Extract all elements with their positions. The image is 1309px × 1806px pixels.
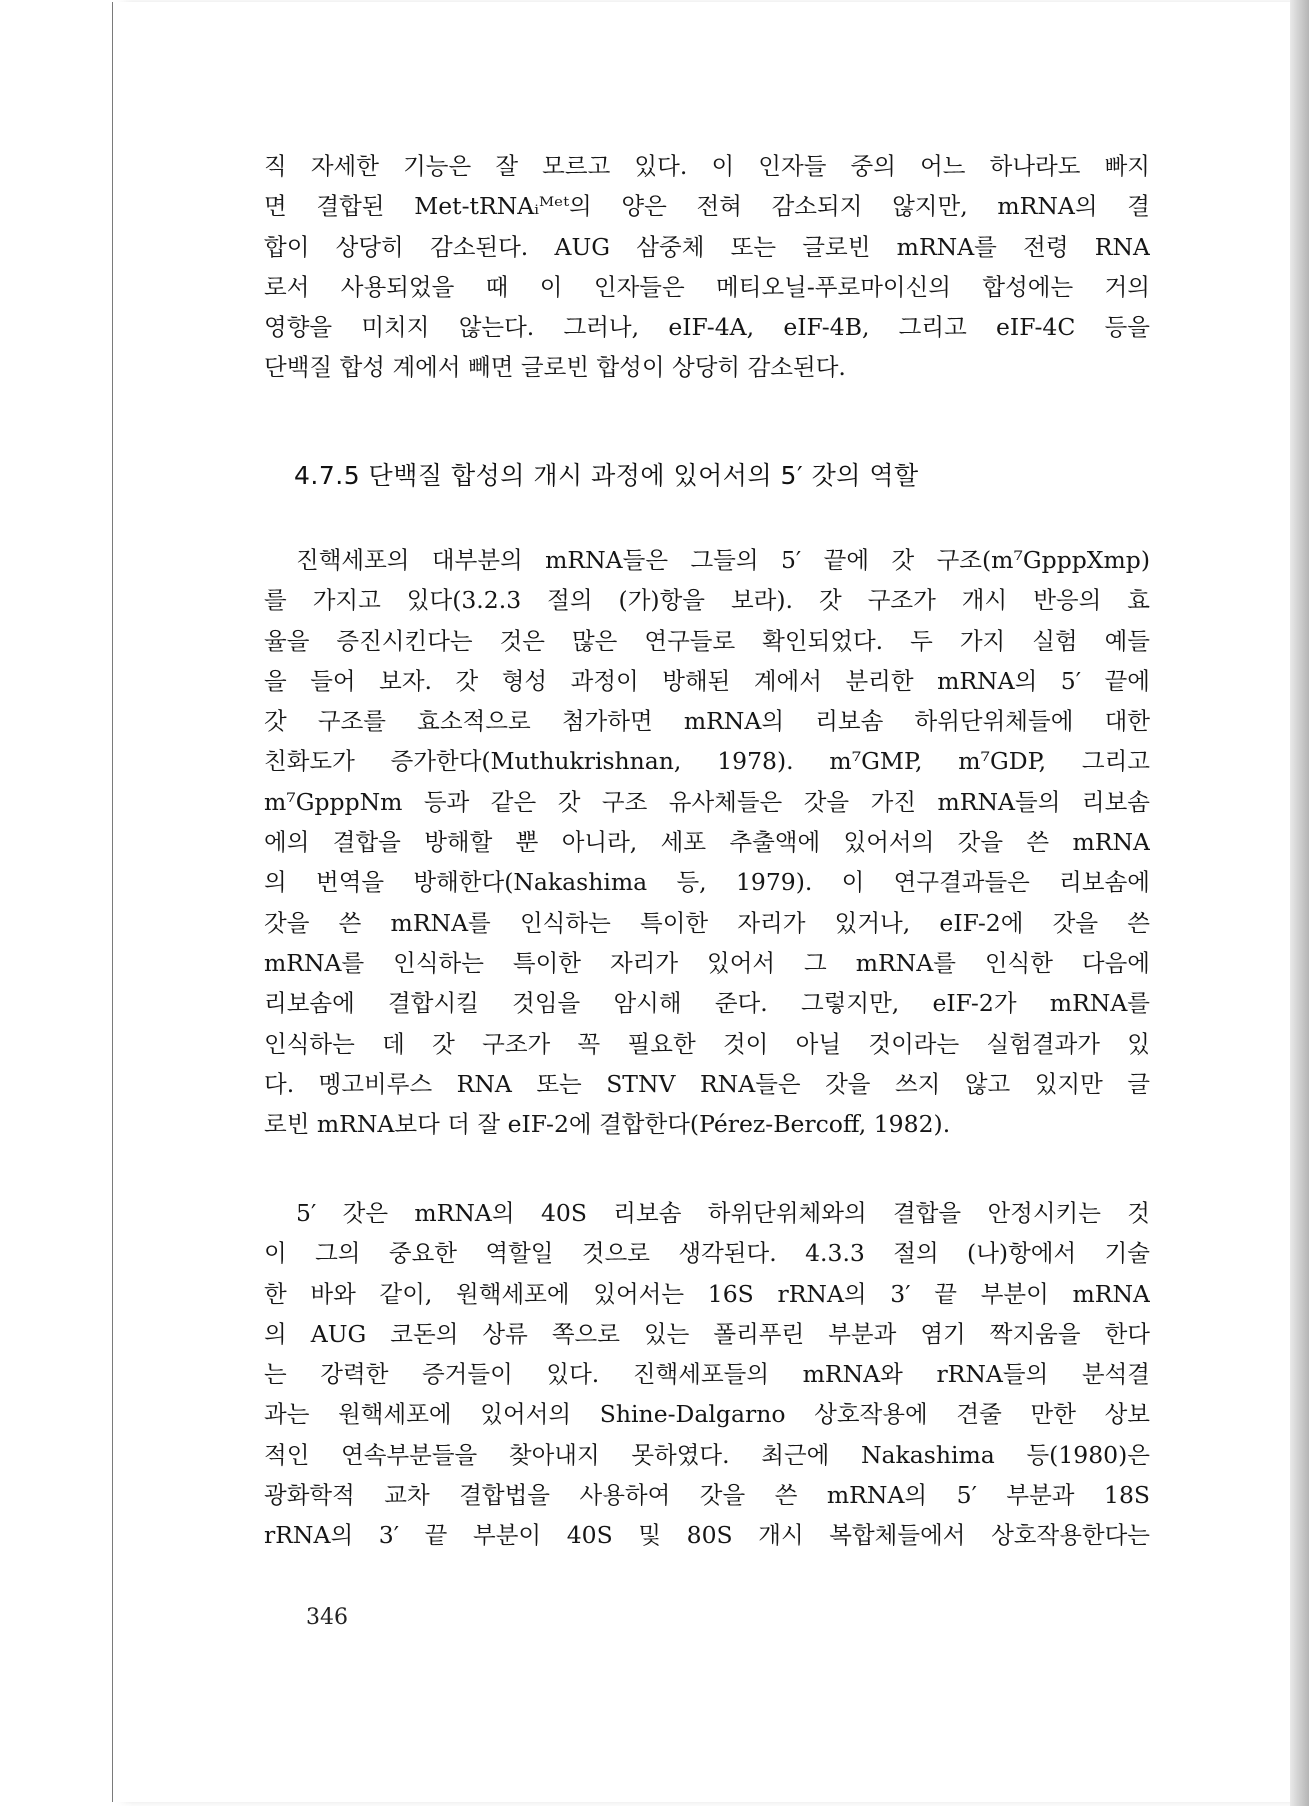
text-line: 단백질 합성 계에서 빼면 글로빈 합성이 상당히 감소된다.	[264, 353, 846, 382]
section-heading: 4.7.5 단백질 합성의 개시 과정에 있어서의 5′ 갓의 역할	[294, 461, 919, 490]
paragraph-2	[264, 540, 1150, 1144]
text-line: 인식하는 데 갓 구조가 꼭 필요한 것이 아닐 것이라는 실험결과가 있	[264, 1029, 1150, 1058]
text-line: 의 AUG 코돈의 상류 쪽으로 있는 폴리푸린 부분과 염기 짝지움을 한다	[264, 1319, 1150, 1348]
text-line: 5′ 갓은 mRNA의 40S 리보솜 하위단위체와의 결합을 안정시키는 것	[296, 1199, 1150, 1227]
text-line: 적인 연속부분들을 찾아내지 못하였다. 최근에 Nakashima 등(1980)은	[264, 1440, 1150, 1469]
text-line: 과는 원핵세포에 있어서의 Shine-Dalgarno 상호작용에 견줄 만한 상보	[264, 1400, 1150, 1429]
text-line: 를 가지고 있다(3.2.3 절의 (가)항을 보라). 갓 구조가 개시 반응의 효	[264, 586, 1150, 615]
text-line: 친화도가 증가한다(Muthukrishnan, 1978). m⁷GMP, m⁷GDP, 그리고	[264, 747, 1150, 776]
text-line: 갓 구조를 효소적으로 첨가하면 mRNA의 리보솜 하위단위체들에 대한	[264, 707, 1150, 736]
text-line: 을 들어 보자. 갓 형성 과정이 방해된 계에서 분리한 mRNA의 5′ 끝에	[264, 666, 1150, 695]
text-line: 진핵세포의 대부분의 mRNA들은 그들의 5′ 끝에 갓 구조(m⁷GpppXmp)	[296, 546, 1150, 574]
text-line: 합이 상당히 감소된다. AUG 삼중체 또는 글로빈 mRNA를 전령 RNA	[264, 232, 1150, 261]
text-line: rRNA의 3′ 끝 부분이 40S 및 80S 개시 복합체들에서 상호작용한다는	[264, 1521, 1150, 1550]
text-line: 율을 증진시킨다는 것은 많은 연구들로 확인되었다. 두 가지 실험 예들	[264, 626, 1150, 655]
text-line: 광화학적 교차 결합법을 사용하여 갓을 쓴 mRNA의 5′ 부분과 18S	[264, 1481, 1150, 1510]
text-line: 직 자세한 기능은 잘 모르고 있다. 이 인자들 중의 어느 하나라도 빠지	[264, 152, 1150, 180]
text-line: 영향을 미치지 않는다. 그러나, eIF-4A, eIF-4B, 그리고 eIF-4C 등을	[264, 313, 1150, 342]
text-line: 리보솜에 결합시킬 것임을 암시해 준다. 그렇지만, eIF-2가 mRNA를	[264, 989, 1150, 1018]
paragraph-1	[264, 146, 1150, 388]
page-number: 346	[306, 1605, 348, 1630]
text-line: 다. 멩고비루스 RNA 또는 STNV RNA들은 갓을 쓰지 않고 있지만 글	[264, 1069, 1150, 1098]
text-line: 로빈 mRNA보다 더 잘 eIF-2에 결합한다(Pérez-Bercoff, 1982).	[264, 1110, 951, 1139]
text-line: mRNA를 인식하는 특이한 자리가 있어서 그 mRNA를 인식한 다음에	[264, 948, 1150, 977]
text-line: 면 결합된 Met-tRNAᵢᴹᵉᵗ의 양은 전혀 감소되지 않지만, mRNA의 결	[264, 192, 1150, 221]
text-line: 의 번역을 방해한다(Nakashima 등, 1979). 이 연구결과들은 리보솜에	[264, 868, 1150, 897]
text-line: 로서 사용되었을 때 이 인자들은 메티오닐-푸로마이신의 합성에는 거의	[264, 272, 1150, 301]
text-line: 갓을 쓴 mRNA를 인식하는 특이한 자리가 있거나, eIF-2에 갓을 쓴	[264, 908, 1150, 937]
text-line: 에의 결합을 방해할 뿐 아니라, 세포 추출액에 있어서의 갓을 쓴 mRNA	[264, 828, 1150, 857]
page-edge-shadow	[1290, 0, 1309, 1806]
text-line: 는 강력한 증거들이 있다. 진핵세포들의 mRNA와 rRNA들의 분석결	[264, 1360, 1150, 1389]
text-line: m⁷GpppNm 등과 같은 갓 구조 유사체들은 갓을 가진 mRNA들의 리보솜	[264, 787, 1150, 816]
text-line: 이 그의 중요한 역할일 것으로 생각된다. 4.3.3 절의 (나)항에서 기술	[264, 1239, 1150, 1268]
text-line: 한 바와 같이, 원핵세포에 있어서는 16S rRNA의 3′ 끝 부분이 mRNA	[264, 1279, 1150, 1308]
paragraph-3	[264, 1193, 1150, 1556]
